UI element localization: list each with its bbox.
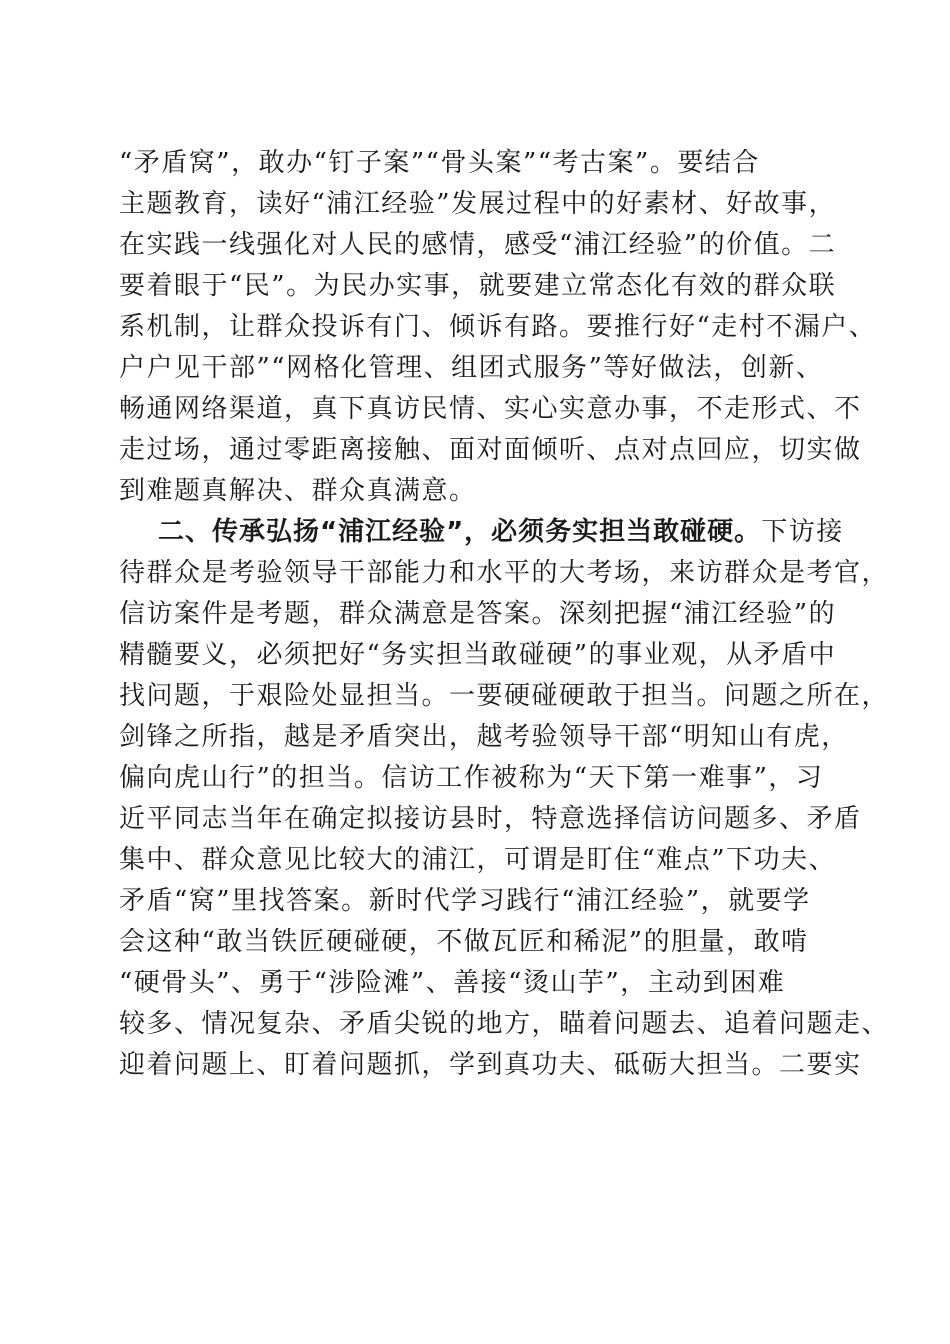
text-line: 集中、群众意见比较大的浦江，可谓是盯住“难点”下功夫、 — [119, 845, 837, 875]
text-line: 主题教育，读好“浦江经验”发展过程中的好素材、好故事， — [119, 189, 837, 219]
section-heading-rest: 下访接 — [761, 517, 844, 547]
text-line: 待群众是考验领导干部能力和水平的大考场，来访群众是考官， — [119, 558, 890, 588]
section-heading: 二、传承弘扬“浦江经验”，必须务实担当敢碰硬。 — [158, 517, 762, 547]
text-line: 走过场，通过零距离接触、面对面倾听、点对点回应，切实做 — [119, 435, 862, 465]
text-line: 较多、情况复杂、矛盾尖锐的地方，瞄着问题去、追着问题走、 — [119, 1009, 890, 1039]
text-line: “硬骨头”、勇于“涉险滩”、善接“烫山芋”，主动到困难 — [119, 968, 786, 998]
text-line: 到难题真解决、群众真满意。 — [119, 476, 477, 506]
text-line: 剑锋之所指，越是矛盾突出，越考验领导干部“明知山有虎， — [119, 722, 849, 752]
text-line: 偏向虎山行”的担当。信访工作被称为“天下第一难事”，习 — [119, 763, 824, 793]
text-line: 在实践一线强化对人民的感情，感受“浦江经验”的价值。二 — [119, 230, 837, 260]
text-line: “矛盾窝”，敢办“钉子案”“骨头案”“考古案”。要结合 — [119, 148, 760, 178]
text-line: 户户见干部”“网格化管理、组团式服务”等好做法，创新、 — [119, 353, 824, 383]
text-line: 畅通网络渠道，真下真访民情、实心实意办事，不走形式、不 — [119, 394, 862, 424]
text-line: 信访案件是考题，群众满意是答案。深刻把握“浦江经验”的 — [119, 599, 837, 629]
text-line: 系机制，让群众投诉有门、倾诉有路。要推行好“走村不漏户、 — [119, 312, 877, 342]
text-line: 矛盾“窝”里找答案。新时代学习践行“浦江经验”，就要学 — [119, 886, 811, 916]
text-line: 迎着问题上、盯着问题抓，学到真功夫、砥砺大担当。二要实 — [119, 1050, 862, 1080]
text-line: 精髓要义，必须把好“务实担当敢碰硬”的事业观，从矛盾中 — [119, 640, 837, 670]
text-line: 要着眼于“民”。为民办实事，就要建立常态化有效的群众联 — [119, 271, 837, 301]
section-heading-line — [158, 510, 844, 554]
text-line: 会这种“敢当铁匠硬碰硬，不做瓦匠和稀泥”的胆量，敢啃 — [119, 927, 809, 957]
text-line: 近平同志当年在确定拟接访县时，特意选择信访问题多、矛盾 — [119, 804, 862, 834]
text-line: 找问题，于艰险处显担当。一要硬碰硬敢于担当。问题之所在， — [119, 681, 890, 711]
